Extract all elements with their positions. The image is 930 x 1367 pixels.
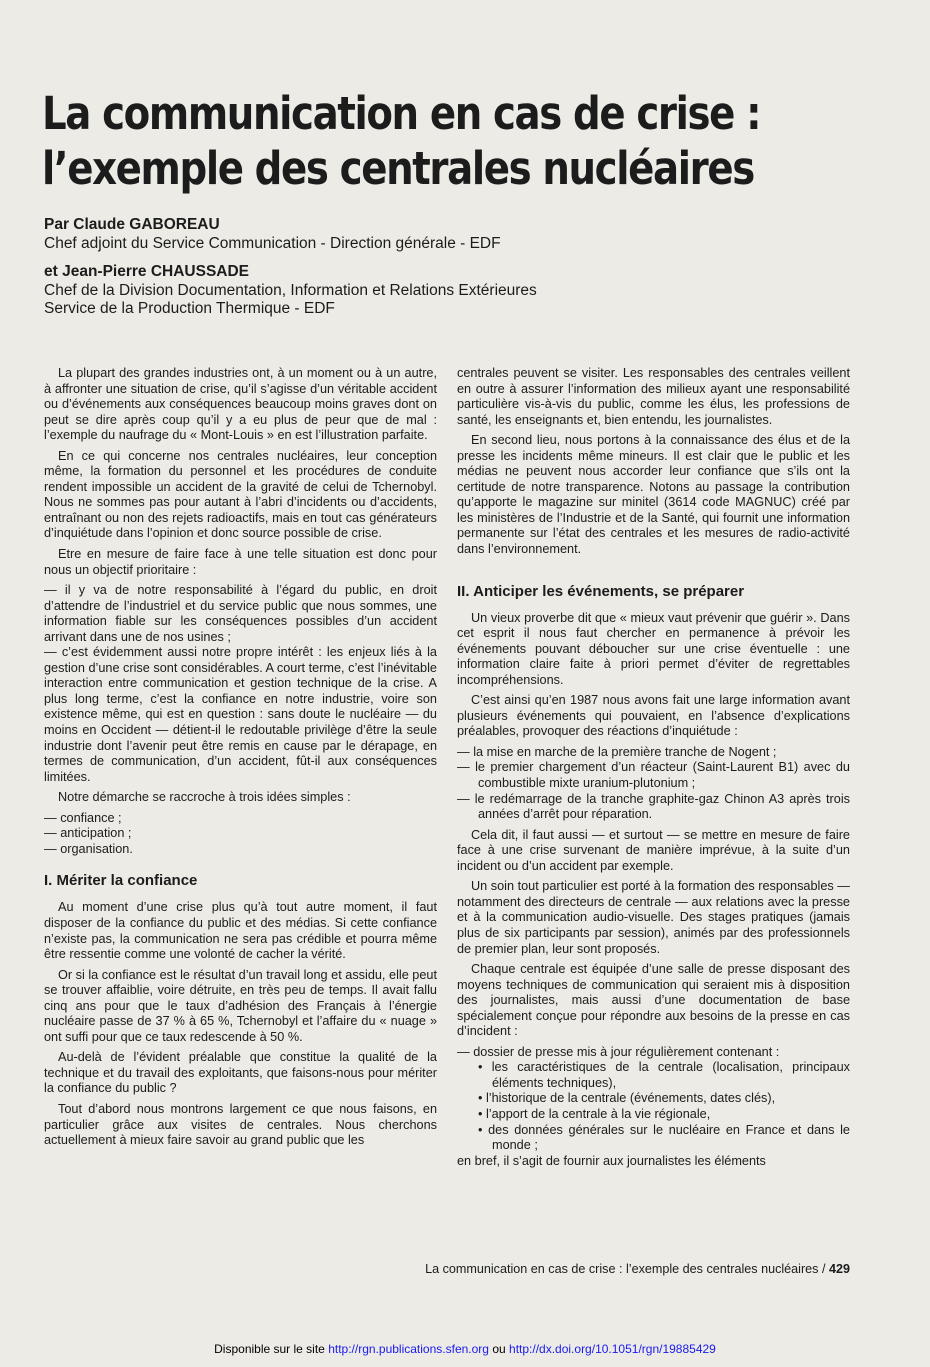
- dash-item: — c’est évidemment aussi notre propre intérêt : les enjeux liés à la gestion d’une crise sont considérables. A court terme, c’est l’inévitable interaction entre communication et gestion technique de la crise. A plus long terme, c’est la confiance en notre industrie, voire son existence même, qui est en question : sans doute le nucléaire — du moins en Occident — détient-il le redoutable privilège d’être la seule industrie dont l’avenir peut être remis en cause par le dérapage, en termes de communication, d’un accident, fût-il aux conséquences limitées.: [44, 645, 437, 784]
- publication-link[interactable]: http://rgn.publications.sfen.org: [328, 1342, 489, 1356]
- paragraph: Tout d’abord nous montrons largement ce que nous faisons, en particulier grâce aux visites de centrales. Nous cherchons actuellement à mieux faire savoir au grand public que les: [44, 1101, 437, 1148]
- author-2-name: et Jean-Pierre CHAUSSADE: [44, 263, 250, 280]
- paragraph: C’est ainsi qu’en 1987 nous avons fait une large information avant plusieurs événements qui pouvaient, en l’absence d’explications préalables, provoquer des réactions d’inquiétude :: [457, 693, 850, 739]
- paragraph: Un soin tout particulier est porté à la formation des responsables — notamment des directeurs de centrale — aux relations avec la presse et à la communication audio-visuelle. Des stages pratiques (jamais plus de six participants par session), animés par des professionnels de premier plan, leur sont proposés.: [457, 879, 850, 956]
- title-line-2: l’exemple des centrales nucléaires: [42, 142, 754, 195]
- author-2-role-line-2: Service de la Production Thermique - EDF: [44, 300, 335, 317]
- paragraph: centrales peuvent se visiter. Les responsables des centrales veillent en outre à assurer l’information des milieux ayant une responsabilité particulière vis-à-vis du public, comme les élus, les professions de santé, les enseignants et, bien entendu, les journalistes.: [457, 366, 850, 427]
- section-heading-1: I. Mériter la confiance: [44, 872, 198, 890]
- sub-list-item: • les caractéristiques de la centrale (localisation, principaux éléments techniques),: [478, 1060, 850, 1090]
- availability-middle: ou: [492, 1342, 506, 1356]
- page-number: 429: [828, 1262, 850, 1276]
- author-1-name: Par Claude GABOREAU: [44, 216, 220, 233]
- paragraph: Etre en mesure de faire face à une telle situation est donc pour nous un objectif prioritaire :: [44, 547, 437, 577]
- paragraph: En ce qui concerne nos centrales nucléaires, leur conception même, la formation du personnel et les procédures de conduite rendent impossible un accident de la gravité de celui de Tchernobyl. Nous ne sommes pas pour autant à l’abri d’incidents ou d’accidents, entraînant ou non des rejets radioactifs, mais en tout cas générateurs d’inquiétude dans l’opinion et donc source possible de crise.: [44, 448, 437, 541]
- paragraph: Or si la confiance est le résultat d’un travail long et assidu, elle peut se trouver affaiblie, voire détruite, en très peu de temps. Il avait fallu cinq ans pour que le taux d’adhésion des Français à l’énergie nucléaire passe de 37 % à 65 %, Tchernobyl et l’affaire du « nuage » ont suffi pour que ce taux redescende à 50 %.: [44, 967, 437, 1044]
- sub-list-item: • des données générales sur le nucléaire en France et dans le monde ;: [478, 1122, 850, 1153]
- list-item: — organisation.: [44, 841, 133, 856]
- list-item: — confiance ;: [44, 810, 122, 825]
- section-heading-2: II. Anticiper les événements, se préparer: [457, 582, 745, 600]
- running-title: La communication en cas de crise : l’exemple des centrales nucléaires /: [425, 1262, 826, 1276]
- paragraph: Au-delà de l’évident préalable que constitue la qualité de la technique et du travail des exploitants, que faisons-nous pour mériter la confiance du public ?: [44, 1050, 437, 1096]
- author-1-role: Chef adjoint du Service Communication - Direction générale - EDF: [44, 235, 501, 252]
- list-item: — anticipation ;: [44, 826, 132, 841]
- availability-notice: [0, 1342, 930, 1356]
- doi-link[interactable]: http://dx.doi.org/10.1051/rgn/19885429: [509, 1342, 716, 1356]
- paragraph: Au moment d’une crise plus qu’à tout autre moment, il faut disposer de la confiance du public et des médias. Si cette confiance n’existe pas, la communication ne sera pas crédible et pourra même être ressentie comme une volonté de cacher la vérité.: [44, 900, 437, 962]
- paragraph: Un vieux proverbe dit que « mieux vaut prévenir que guérir ». Dans cet esprit il nous faut chercher en permanence à prévoir les événements pouvant déboucher sur une crise éventuelle : une information claire faite à priori permet d’éviter de regrettables incompréhensions.: [457, 610, 850, 687]
- author-block: [44, 215, 644, 318]
- dash-item: — il y va de notre responsabilité à l’égard du public, en droit d’attendre de l’industriel et du service public que nous sommes, une information fiable sur les conséquences possibles d’un accident arrivant dans une de nos usines ;: [44, 583, 437, 644]
- paragraph: Cela dit, il faut aussi — et surtout — se mettre en mesure de faire face à une crise survenant de manière imprévue, à la suite d’un incident ou d’un accident par exemple.: [457, 827, 850, 873]
- list-item: — le redémarrage de la tranche graphite-gaz Chinon A3 après trois années d’arrêt pour réparation.: [457, 791, 850, 822]
- sub-list-item: • l’historique de la centrale (événements, dates clés),: [478, 1091, 776, 1106]
- paragraph: En second lieu, nous portons à la connaissance des élus et de la presse les incidents même mineurs. Il est clair que le public et les médias ne peuvent nous accorder leur confiance que s’ils ont la certitude de notre transparence. Notons au passage la contribution qu’apporte le magazine sur minitel (3614 code MAGNUC) créé par les ministères de l’Industrie et de la Santé, qui fournit une information permanente sur l’état des centrales et les mesures de radio-activité dans l’environnement.: [457, 433, 850, 557]
- right-column: [457, 366, 850, 1174]
- article-title: [42, 86, 782, 196]
- sub-list-item: • l’apport de la centrale à la vie régionale,: [478, 1106, 711, 1121]
- left-column: [44, 366, 437, 1154]
- availability-prefix: Disponible sur le site: [214, 1342, 325, 1356]
- paragraph: Chaque centrale est équipée d’une salle de presse disposant des moyens techniques de communication qui seraient mis à disposition des journalistes, mais aussi d’une documentation de base spécialement conçue pour répondre aux besoins de la presse en cas d’incident :: [457, 962, 850, 1039]
- paragraph: La plupart des grandes industries ont, à un moment ou à un autre, à affronter une situation de crise, qu’il s’agisse d’un véritable accident ou d’événements aux conséquences beaucoup moins graves dont on peut se dire après coup qu’il y a eu plus de peur que de mal : l’exemple du naufrage du « Mont-Louis » en est l’illustration parfaite.: [44, 366, 437, 443]
- list-item: — le premier chargement d’un réacteur (Saint-Laurent B1) avec du combustible mixte uranium-plutonium ;: [457, 760, 850, 791]
- author-2-role-line-1: Chef de la Division Documentation, Information et Relations Extérieures: [44, 282, 537, 299]
- list-item: — la mise en marche de la première tranche de Nogent ;: [457, 744, 777, 759]
- paragraph: en bref, il s’agit de fournir aux journalistes les éléments: [457, 1153, 766, 1168]
- page-footer: [354, 1262, 850, 1276]
- title-line-1: La communication en cas de crise :: [42, 87, 761, 140]
- paragraph: Notre démarche se raccroche à trois idées simples :: [58, 790, 351, 805]
- list-item: — dossier de presse mis à jour régulièrement contenant :: [457, 1044, 780, 1059]
